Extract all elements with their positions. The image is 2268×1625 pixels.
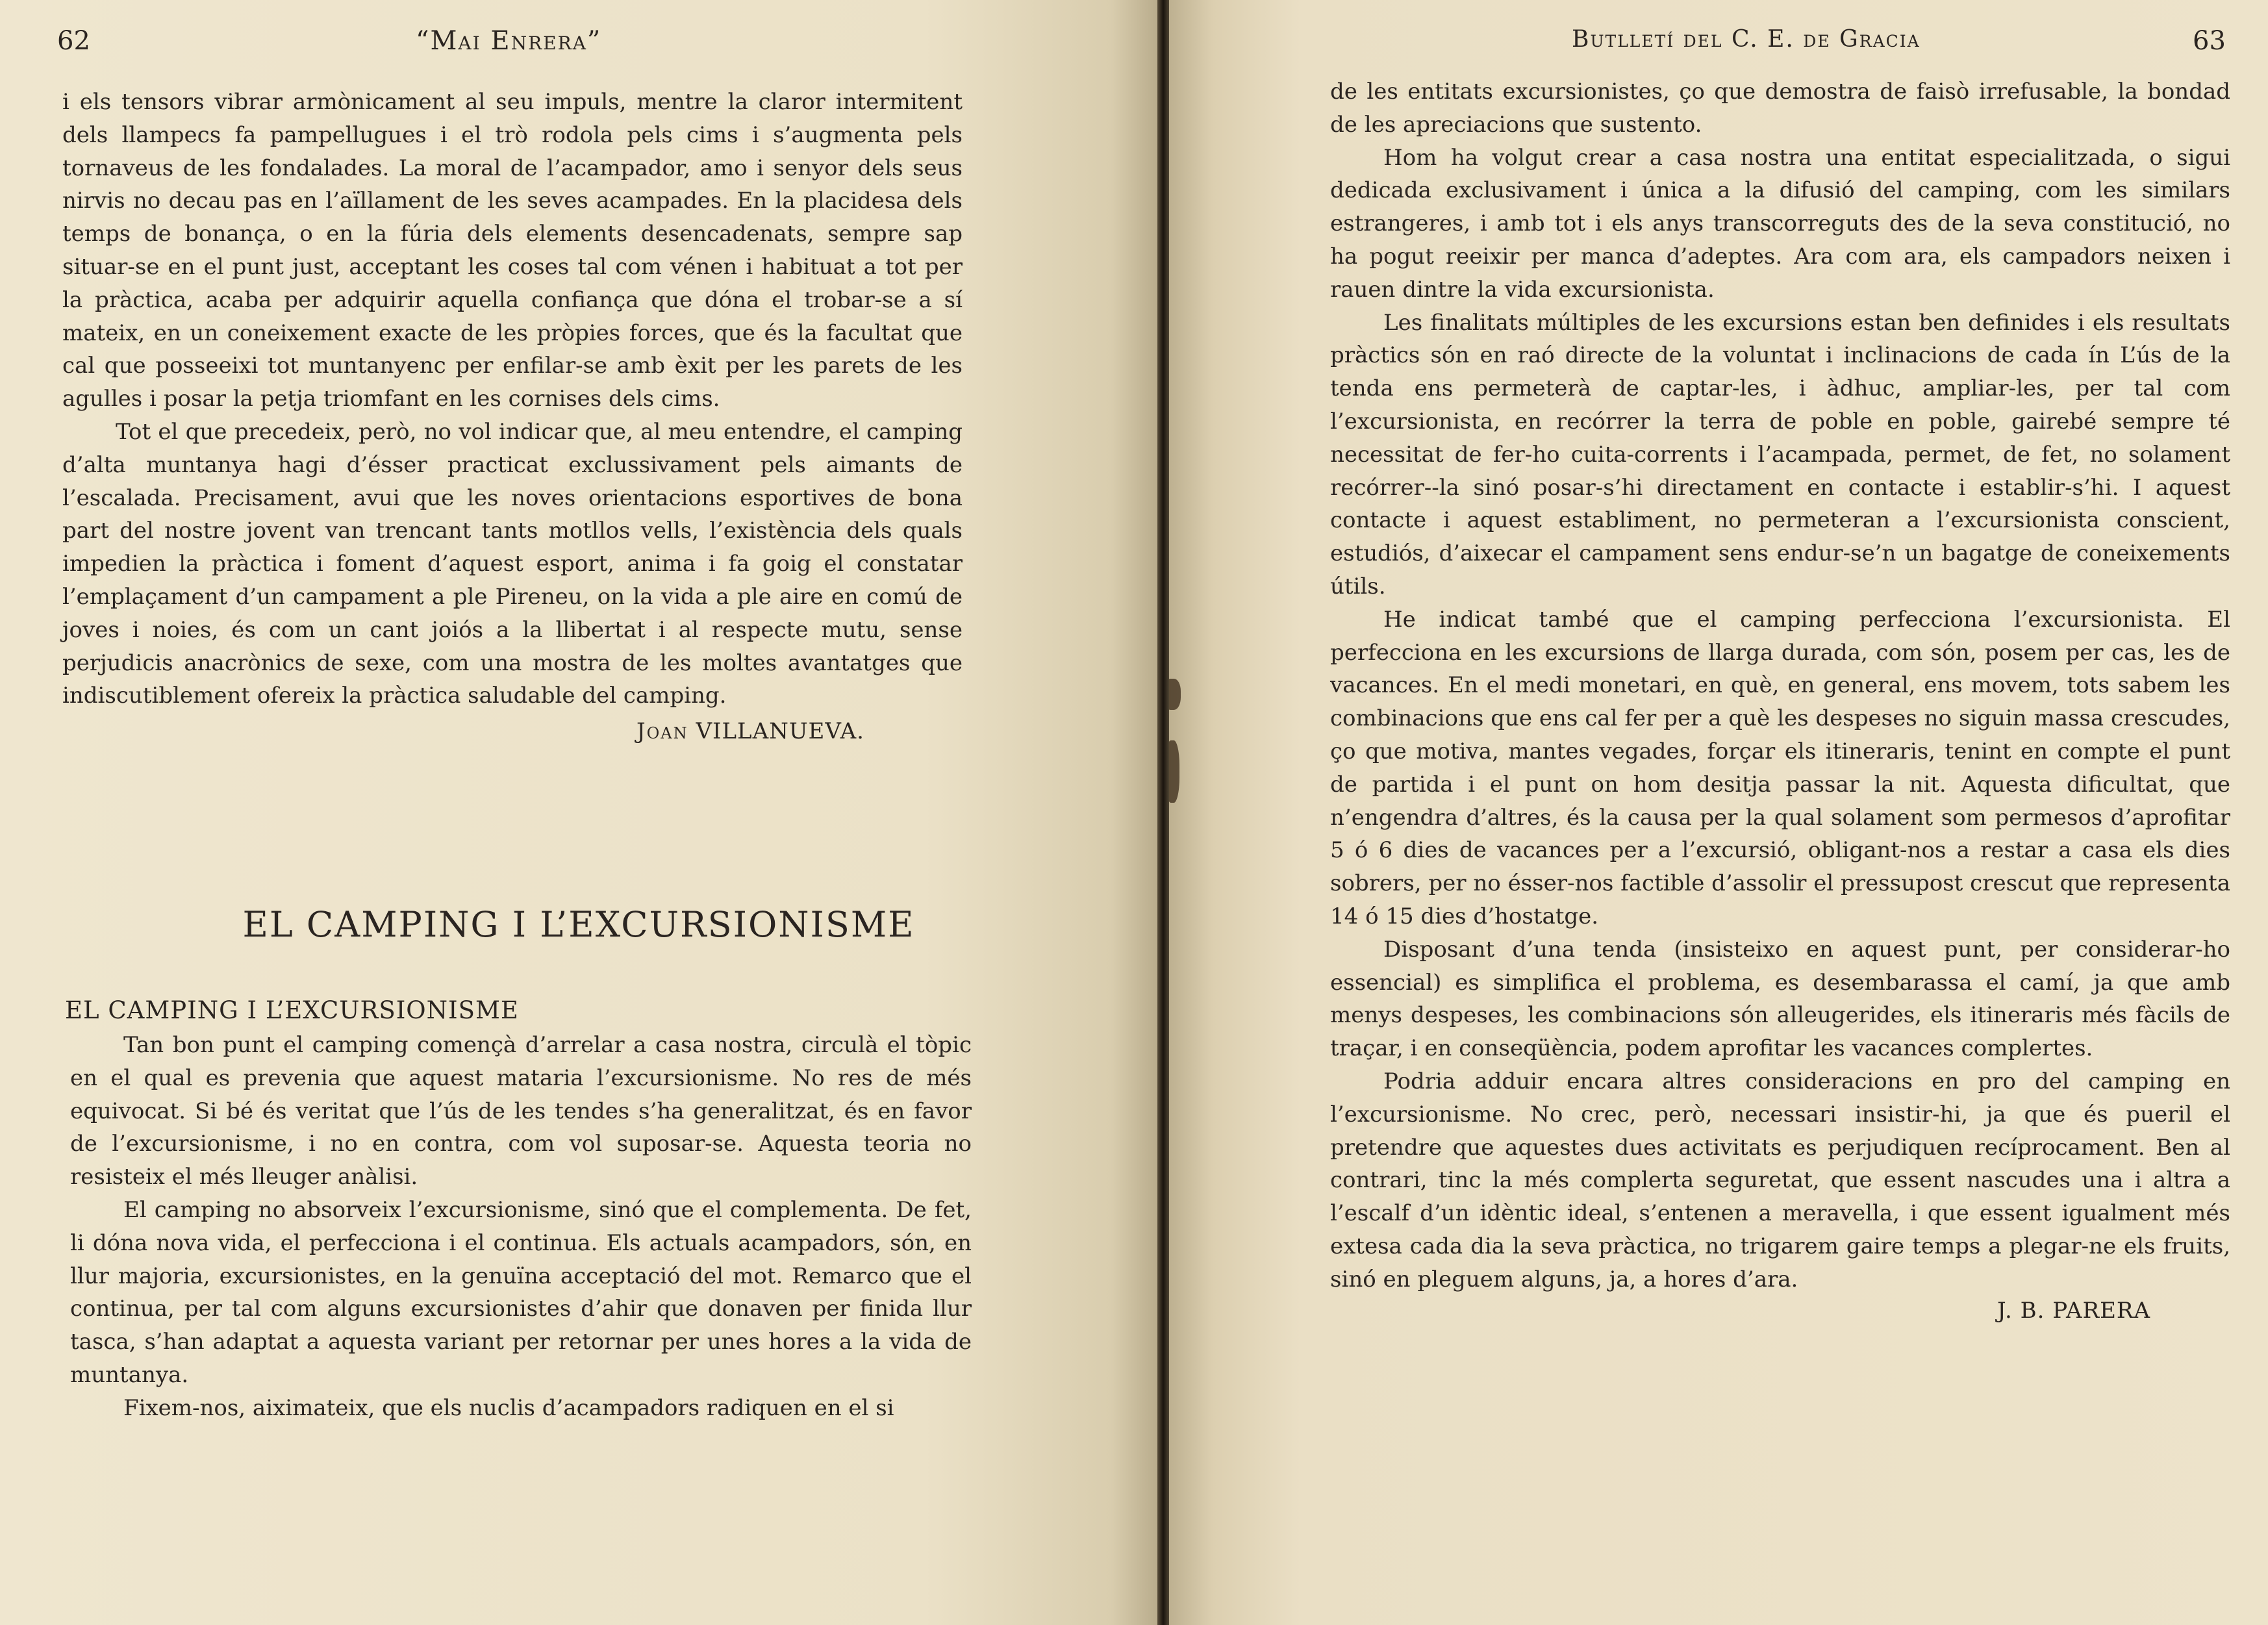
paragraph: Les finalitats múltiples de les excursions estan ben definides i els resultats pràctics són en raó directe de la voluntat i inclinacions de cada ín L’ús de la tenda ens permeterà de captar-les, i àdhuc, ampliar-les, per tal com l’excursionista, en recórrer la terra de poble en poble, gairebé sempre té necessitat de fer-ho cuita-corrents i l’acampada, permet, de fet, no solament recórrer--la sinó posar-s’hi directament en contacte i establir-s’hi. I aquest contacte i aquest establiment, no permeteran a l’excursionista conscient, estudiós, d’aixecar el campament sens endur-se’n un bagatge de coneixements útils. (1330, 309, 2230, 599)
article-subtitle: EL CAMPING I L’EXCURSIONISME (65, 996, 519, 1024)
signature-villanueva (636, 718, 864, 744)
paragraph: El camping no absorveix l’excursionisme, sinó que el complementa. De fet, li dóna nova vida, el perfecciona i el continua. Els actuals acampadors, són, en llur majoria, excursionistes, en la genuïna acceptació del mot. Remarco que el continua, per tal com alguns excursionistes d’ahir que donaven per finida llur tasca, s’han adaptat a aquesta variant per retornar per unes hores a la vida de muntanya. (70, 1196, 972, 1388)
paragraph: Tot el que precedeix, però, no vol indicar que, al meu entendre, el camping d’alta muntanya hagi d’ésser practicat exclussivament pels aimants de l’escalada. Precisament, avui que les noves orientacions esportives de bona part del nostre jovent van trencant tants motllos vells, l’existència dels quals impedien la pràctica i foment d’aquest esport, anima i fa goig el constatar l’emplaçament d’un campament a ple Pireneu, on la vida a ple aire en comú de joves i noies, és com un cant joiós a la llibertat i al respecte mutu, sense perjudicis anacrònics de sexe, com una mostra de les moltes avantatges que indiscutiblement ofereix la pràctica saludable del camping. (62, 418, 963, 709)
article-body-right (1330, 75, 2230, 1296)
paragraph: Hom ha volgut crear a casa nostra una entitat especialitzada, o sigui dedicada exclusivament i única a la difusió del camping, com les similars estrangeres, i amb tot i els anys transcorreguts des de la seva constitució, no ha pogut reeixir per manca d’adeptes. Ara com ara, els campadors neixen i rauen dintre la vida excursionista. (1330, 144, 2230, 303)
signature-last-name: VILLANUEVA. (696, 718, 864, 744)
book-gutter (1157, 0, 1169, 1625)
paragraph: i els tensors vibrar armònicament al seu impuls, mentre la claror intermitent dels llampecs fa pampellugues i el trò rodola pels cims i s’augmenta pels tornaveus de les fondalades. La moral de l’acampador, amo i senyor dels seus nirvis no decau pas en l’aïllament de les seves acampades. En la placidesa dels temps de bonança, o en la fúria dels elements desencadenats, sempre sap situar-se en el punt just, acceptant les coses tal com vénen i habituat a tot per la pràctica, acaba per adquirir aquella confiança que dóna el trobar-se a sí mateix, en un coneixement exacte de les pròpies forces, que és la facultat que cal que posseeixi tot muntanyenc per enfilar-se amb èxit per les parets de les agulles i posar la petja triomfant en les cornises dels cims. (62, 89, 963, 412)
left-continued-text (62, 86, 963, 712)
paragraph: Fixem-nos, aiximateix, que els nuclis d’acampadors radiquen en el si (123, 1394, 894, 1421)
left-page-number: 62 (57, 26, 90, 56)
paragraph: Disposant d’una tenda (insisteixo en aquest punt, per considerar-ho essencial) es simplifica el problema, es desembarassa el camí, ja que amb menys despeses, les combinacions són alleugerides, els itineraris més fàcils de traçar, i en conseqüència, podem aprofitar les vacances complertes. (1330, 936, 2230, 1062)
right-page (1169, 0, 2268, 1625)
signature-first-name: Joan (636, 718, 688, 744)
article-title: EL CAMPING I L’EXCURSIONISME (242, 904, 915, 945)
right-running-head: Butlletí del C. E. de Gracia (1572, 26, 1921, 53)
paragraph: Podria adduir encara altres consideracions en pro del camping en l’excursionisme. No crec, però, necessari insistir-hi, ja que és pueril el pretendre que aquestes dues activitats es perjudiquen recíprocament. Ben al contrari, tinc la més complerta seguretat, que essent nascudes una i altra a l’escalf d’un idèntic ideal, s’entenen a meravella, i que essent igualment més extesa cada dia la seva pràctica, no trigarem gaire temps a plegar-ne els fruits, sinó en pleguem alguns, ja, a hores d’ara. (1330, 1068, 2230, 1292)
binding-stain (1169, 679, 1181, 710)
article-body-left (70, 1029, 972, 1425)
paragraph: de les entitats excursionistes, ço que demostra de faisò irrefusable, la bondad de les apreciacions que sustento. (1330, 79, 2230, 138)
left-running-head: “Mai Enrera” (416, 26, 602, 56)
paragraph: Tan bon punt el camping començà d’arrelar a casa nostra, circulà el tòpic en el qual es prevenia que aquest mataria l’excursionisme. No res de més equivocat. Si bé és veritat que l’ús de les tendes s’ha generalitzat, és en favor de l’excursionisme, i no en contra, com vol suposar-se. Aquesta teoria no resisteix el més lleuger anàlisi. (70, 1032, 972, 1190)
binding-stain (1169, 740, 1179, 803)
signature-parera: J. B. PARERA (1997, 1298, 2151, 1324)
paragraph: He indicat també que el camping perfecciona l’excursionista. El perfecciona en les excursions de llarga durada, com són, posem per cas, les de vacances. En el medi monetari, en què, en general, ens movem, tots sabem les combinacions que ens cal fer per a què les despeses no siguin massa crescudes, ço que motiva, mantes vegades, forçar els itineraris, tenint en compte el punt de partida i el punt on hom desitja passar la nit. Aquesta dificultat, que n’engendra d’altres, és la causa per la qual solament som permesos d’aprofitar 5 ó 6 dies de vacances per a l’excursió, obligant-nos a restar a casa els dies sobrers, per no ésser-nos factible d’assolir el pressupost crescut que representa 14 ó 15 dies d’hostatge. (1330, 606, 2230, 929)
right-page-number: 63 (2193, 26, 2226, 56)
